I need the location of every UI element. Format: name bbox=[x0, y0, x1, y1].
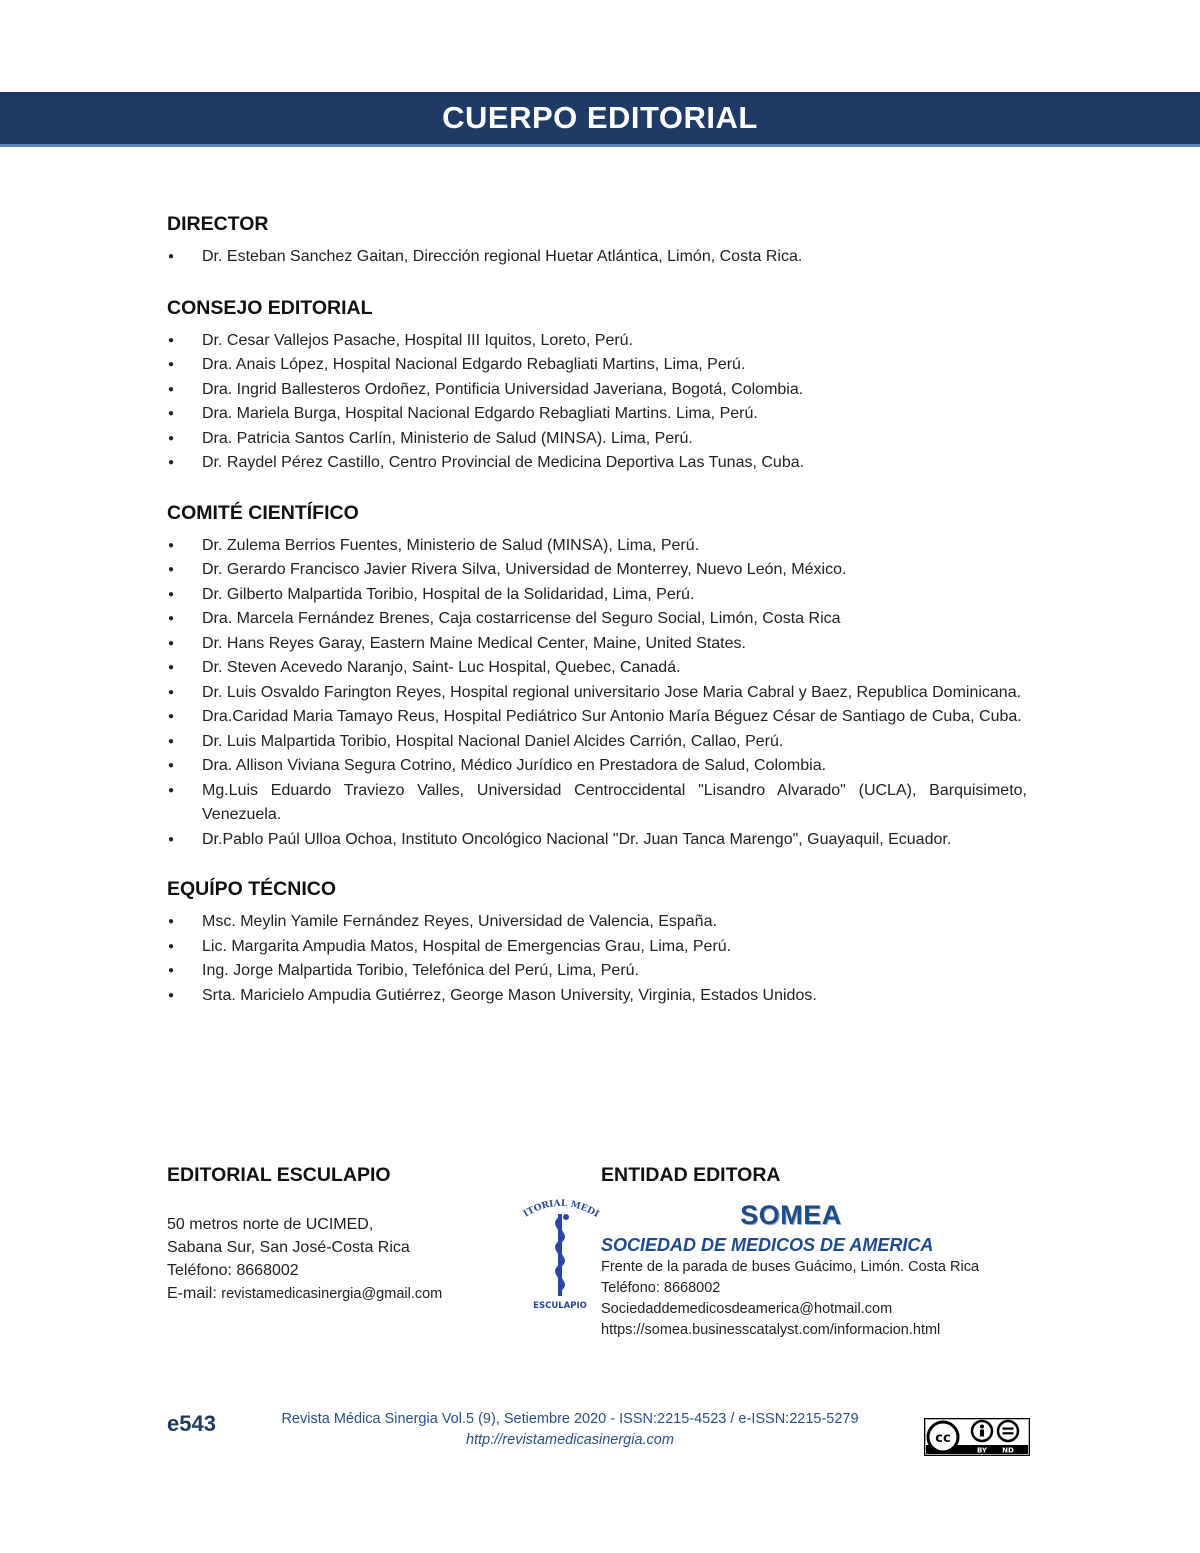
list-item: ● Dra. Ingrid Ballesteros Ordoñez, Pontificia Universidad Javeriana, Bogotá, Colombia. bbox=[167, 378, 1027, 403]
list-item: ● Dr. Hans Reyes Garay, Eastern Maine Medical Center, Maine, United States. bbox=[167, 632, 1027, 657]
list-item: ● Msc. Meylin Yamile Fernández Reyes, Universidad de Valencia, España. bbox=[167, 910, 1027, 935]
list-item: ● Dra.Caridad Maria Tamayo Reus, Hospital Pediátrico Sur Antonio María Béguez César de Santiago de Cuba, Cuba. bbox=[167, 705, 1027, 730]
equipo-list bbox=[167, 910, 1027, 1008]
journal-url: http://revistamedicasinergia.com bbox=[466, 1432, 674, 1448]
section-title: DIRECTOR bbox=[167, 213, 269, 235]
list-item: ● Ing. Jorge Malpartida Toribio, Telefónica del Perú, Lima, Perú. bbox=[167, 959, 1027, 984]
logo-bottom-text: ESCULAPIO bbox=[533, 1301, 587, 1311]
svg-text:cc: cc bbox=[935, 1431, 951, 1446]
comite-list bbox=[167, 534, 1027, 853]
email-line bbox=[167, 1282, 527, 1306]
section-title: EQUÍPO TÉCNICO bbox=[167, 878, 337, 900]
page-number: e543 bbox=[167, 1411, 216, 1436]
list-item: ● Dr. Gilberto Malpartida Toribio, Hospital de la Solidaridad, Lima, Perú. bbox=[167, 583, 1027, 608]
list-item: ● Dr. Luis Osvaldo Farington Reyes, Hospital regional universitario Jose Maria Cabral y Baez, Republica Dominicana. bbox=[167, 681, 1027, 706]
list-item: ● Dr. Cesar Vallejos Pasache, Hospital III Iquitos, Loreto, Perú. bbox=[167, 329, 1027, 354]
list-item: ● Dra. Mariela Burga, Hospital Nacional Edgardo Rebagliati Martins. Lima, Perú. bbox=[167, 402, 1027, 427]
section-title: ENTIDAD EDITORA bbox=[601, 1164, 781, 1186]
list-item: ● Lic. Margarita Ampudia Matos, Hospital de Emergencias Grau, Lima, Perú. bbox=[167, 935, 1027, 960]
license-by-label: BY bbox=[976, 1446, 988, 1455]
list-item: ● Dr. Raydel Pérez Castillo, Centro Provincial de Medicina Deportiva Las Tunas, Cuba. bbox=[167, 451, 1027, 476]
editorial-esculapio-block bbox=[167, 1164, 527, 1306]
list-item: ● Dra. Allison Viviana Segura Cotrino, Médico Jurídico en Prestadora de Salud, Colombia. bbox=[167, 754, 1027, 779]
phone-text: Teléfono: 8668002 bbox=[167, 1262, 299, 1279]
section-title: CONSEJO EDITORIAL bbox=[167, 296, 373, 319]
section-title: EDITORIAL ESCULAPIO bbox=[167, 1164, 391, 1186]
section-consejo-editorial bbox=[167, 297, 1027, 476]
editorial-board-content bbox=[167, 213, 1027, 1008]
somea-full-name: SOCIEDAD DE MEDICOS DE AMERICA bbox=[601, 1235, 934, 1255]
website-text: https://somea.businesscatalyst.com/informacion.html bbox=[601, 1322, 941, 1338]
list-item: ● Dr. Zulema Berrios Fuentes, Ministerio de Salud (MINSA), Lima, Perú. bbox=[167, 534, 1027, 559]
address-line: Frente de la parada de buses Guácimo, Limón. Costa Rica bbox=[601, 1259, 980, 1275]
section-comite-cientifico bbox=[167, 502, 1027, 853]
address-line: 50 metros norte de UCIMED, bbox=[167, 1216, 374, 1233]
journal-citation: Revista Médica Sinergia Vol.5 (9), Setiembre 2020 - ISSN:2215-4523 / e-ISSN:2215-5279 bbox=[281, 1411, 859, 1427]
list-item: ● Srta. Maricielo Ampudia Gutiérrez, George Mason University, Virginia, Estados Unidos. bbox=[167, 984, 1027, 1009]
entidad-editora-block bbox=[601, 1164, 1041, 1341]
phone-text: Teléfono: 8668002 bbox=[601, 1280, 721, 1296]
section-director bbox=[167, 213, 1027, 270]
section-equipo-tecnico bbox=[167, 878, 1027, 1008]
license-nd-label: ND bbox=[1002, 1446, 1014, 1455]
section-title: COMITÉ CIENTÍFICO bbox=[167, 501, 359, 524]
page-title: CUERPO EDITORIAL bbox=[442, 100, 758, 135]
consejo-list bbox=[167, 329, 1027, 476]
somea-brand: SOMEA bbox=[740, 1200, 842, 1230]
list-item: ● Dra. Marcela Fernández Brenes, Caja costarricense del Seguro Social, Limón, Costa Rica bbox=[167, 607, 1027, 632]
list-item: ● Mg.Luis Eduardo Traviezo Valles, Universidad Centroccidental "Lisandro Alvarado" (UCLA), Barquisimeto, Venezuela. bbox=[167, 779, 1027, 828]
list-item: ● Dra. Anais López, Hospital Nacional Edgardo Rebagliati Martins, Lima, Perú. bbox=[167, 353, 1027, 378]
logo-top-text: ITORIAL MEDI bbox=[521, 1198, 601, 1220]
address-line: Sabana Sur, San José-Costa Rica bbox=[167, 1239, 410, 1256]
email-label: E-mail: bbox=[167, 1285, 222, 1302]
list-item: ● Dra. Patricia Santos Carlín, Ministerio de Salud (MINSA). Lima, Perú. bbox=[167, 427, 1027, 452]
list-item: ● Dr. Steven Acevedo Naranjo, Saint- Luc Hospital, Quebec, Canadá. bbox=[167, 656, 1027, 681]
header-banner bbox=[0, 92, 1200, 147]
esculapio-logo-icon bbox=[518, 1192, 602, 1314]
email-text: revistamedicasinergia@gmail.com bbox=[221, 1286, 443, 1302]
list-item: ● Dr. Gerardo Francisco Javier Rivera Silva, Universidad de Monterrey, Nuevo León, México. bbox=[167, 558, 1027, 583]
journal-info bbox=[250, 1409, 890, 1451]
list-item: ● Dr. Esteban Sanchez Gaitan, Dirección regional Huetar Atlántica, Limón, Costa Rica. bbox=[167, 245, 1027, 270]
cc-license-icon bbox=[924, 1418, 1030, 1456]
list-item: ● Dr.Pablo Paúl Ulloa Ochoa, Instituto Oncológico Nacional "Dr. Juan Tanca Marengo", Guayaquil, Ecuador. bbox=[167, 828, 1027, 853]
director-list bbox=[167, 245, 1027, 270]
list-item: ● Dr. Luis Malpartida Toribio, Hospital Nacional Daniel Alcides Carrión, Callao, Perú. bbox=[167, 730, 1027, 755]
email-text: Sociedaddemedicosdeamerica@hotmail.com bbox=[601, 1301, 893, 1317]
